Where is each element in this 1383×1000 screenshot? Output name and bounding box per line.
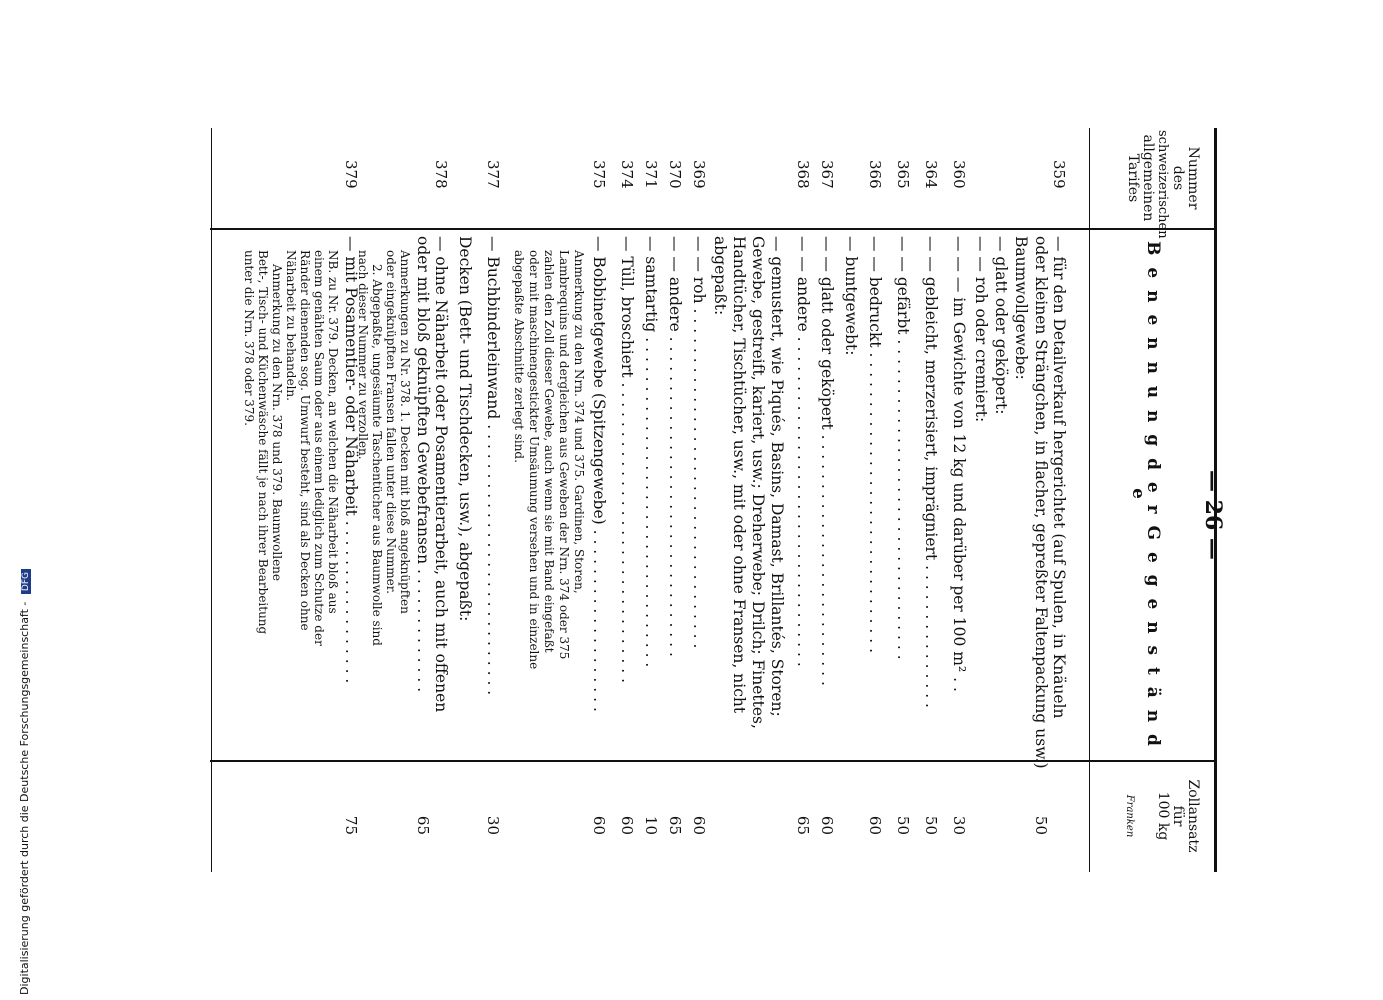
item-description: — — andere . . . . . . . . . . . . . . . . . . . . . . . . . . . . . . . . .: [666, 236, 684, 657]
col-divider-1: [210, 228, 1217, 230]
annotation-note: Anmerkung zu den Nrn. 374 und 375. Gardinen, Storen, Lambrequins und dergleichen aus Geweben der Nrn. 374 oder 375 zahlen den Zoll dieser Gewebe, auch wenn sie mit Band eingefaßt oder mit maschinengestickter Umsäumung versehen und in einzelne abgepaßte Abschnitte zerlegt sind.: [512, 250, 586, 670]
tariff-number: 379: [342, 160, 360, 189]
tariff-number: 367: [818, 160, 836, 189]
digitization-credit: Digitalisierung gefördert durch die Deutsche Forschungsgemeinschaft -: [18, 601, 31, 995]
duty-rate: 65: [794, 815, 812, 835]
tariff-number: 359: [1050, 160, 1068, 189]
duty-rate: 10: [642, 815, 660, 835]
item-description: — — gebleicht, merzerisiert, imprägniert . . . . . . . . . . . . . . .: [922, 236, 940, 708]
duty-rate: 75: [342, 815, 360, 835]
tariff-number: 371: [642, 160, 660, 189]
item-description: — — — im Gewichte von 12 kg und darüber per 100 m² . .: [950, 236, 968, 692]
item-description: — mit Posamentier- oder Näharbeit . . . . . . . . . . . . . . . . .: [342, 236, 360, 684]
item-description: — Bobbinetgewebe (Spitzengewebe) . . . . . . . . . . . . . . . . . . .: [590, 236, 608, 712]
item-description: — Buchbinderleinwand . . . . . . . . . . . . . . . . . . . . . . . . . . . .: [484, 236, 502, 696]
tariff-number: 374: [618, 160, 636, 189]
tariff-number: 377: [484, 160, 502, 189]
tariff-number: 370: [666, 160, 684, 189]
item-description: — — andere . . . . . . . . . . . . . . . . . . . . . . . . . . . . . . . . . .: [794, 236, 812, 667]
subsection-heading: — buntgewebt:: [842, 236, 860, 356]
annotation-note: NB. zu Nr. 379. Decken, an welchen die Näharbeit bloß aus einem genähten Saum oder aus einem lediglich zum Schutze der Ränder dienenden sog. Umwurf besteht, sind als Decken ohne Näharbeit zu behandeln. Anmerkung zu den Nrn. 378 und 379. Baumwollene Bett-, Tisch- und Küchenwäsche fällt je nach ihrer Bearbeitung unter die Nrn. 378 oder 379.: [242, 250, 340, 646]
duty-rate: 60: [590, 815, 608, 835]
item-description: — — glatt oder geköpert . . . . . . . . . . . . . . . . . . . . . . . . . .: [818, 236, 836, 686]
subsection-heading: — — roh oder cremiert:: [972, 236, 990, 423]
duty-rate: 30: [950, 815, 968, 835]
duty-rate: 50: [1032, 815, 1050, 835]
tariff-number: 378: [432, 160, 450, 189]
duty-rate: 65: [414, 815, 432, 835]
duty-rate: 50: [922, 815, 940, 835]
tariff-number: 366: [866, 160, 884, 189]
digitization-credit-strip: [0, 0, 31, 1000]
duty-rate: 60: [618, 815, 636, 835]
duty-rate: 60: [866, 815, 884, 835]
table-bottom-rule: [211, 128, 212, 872]
item-description: — für den Detailverkauf hergerichtet (auf Spulen, in Knäueln oder kleinen Strängchen, in flacher, gepreßter Faltenpackung usw.): [1032, 236, 1068, 769]
tariff-number: 365: [894, 160, 912, 189]
annotation-note: Anmerkungen zu Nr. 378. 1. Decken mit bloß angeknüpften oder eingeknüpften Fransen fallen unter diese Nummer. 2. Abgepaßte, ungesäumte Taschentücher aus Baumwolle sind nach dieser Nummer zu verzollen.: [356, 250, 412, 646]
section-heading: Baumwollgewebe:: [1012, 236, 1030, 380]
item-description: — — bedruckt . . . . . . . . . . . . . . . . . . . . . . . . . . . . . . .: [866, 236, 884, 654]
duty-rate: 60: [818, 815, 836, 835]
subsection-heading: — glatt oder geköpert:: [992, 236, 1010, 415]
header-title-col: B e n e n n u n g d e r G e g e n s t ä n d e: [1128, 241, 1163, 749]
header-number-col: Nummer des schweizerischen allgemeinen Tarifes: [1125, 130, 1201, 239]
tariff-number: 360: [950, 160, 968, 189]
duty-rate: 30: [484, 815, 502, 835]
dfg-logo: DFG: [21, 569, 31, 594]
duty-rate: 50: [894, 815, 912, 835]
item-description: — Tüll, broschiert . . . . . . . . . . . . . . . . . . . . . . . . . . . . . . .: [618, 236, 636, 684]
item-description: — samtartig . . . . . . . . . . . . . . . . . . . . . . . . . . . . . . . . . .: [642, 236, 660, 668]
section-heading: Decken (Bett- und Tischdecken, usw.), abgepaßt:: [456, 236, 474, 622]
item-description: — — roh . . . . . . . . . . . . . . . . . . . . . . . . . . . . . . . . . . .: [690, 236, 708, 649]
duty-rate: 60: [690, 815, 708, 835]
page-number: — 26 —: [1200, 470, 1226, 560]
tariff-number: 364: [922, 160, 940, 189]
duty-rate: 65: [666, 815, 684, 835]
rotated-page: [130, 0, 1230, 1000]
tariff-number: 369: [690, 160, 708, 189]
item-description: — — gefärbt . . . . . . . . . . . . . . . . . . . . . . . . . . . . . . . . .: [894, 236, 912, 660]
item-description: — gemustert, wie Piqués, Basins, Damast, Brillantés, Storen; Gewebe, gestreift, kariert, usw.; Dreherwebe; Drilch; Finettes, Handtücher, Tischtücher, usw., mit oder ohne Fransen, nicht abgepaßt:: [711, 236, 786, 729]
tariff-number: 368: [794, 160, 812, 189]
header-rate-col: Zollansatz für 100 kg Franken: [1124, 779, 1201, 853]
item-description: — ohne Näharbeit oder Posamentierarbeit, auch mit offenen oder mit bloß geknüpften Gewebefransen . . . . . . . . . . . . .: [414, 236, 450, 713]
tariff-number: 375: [590, 160, 608, 189]
